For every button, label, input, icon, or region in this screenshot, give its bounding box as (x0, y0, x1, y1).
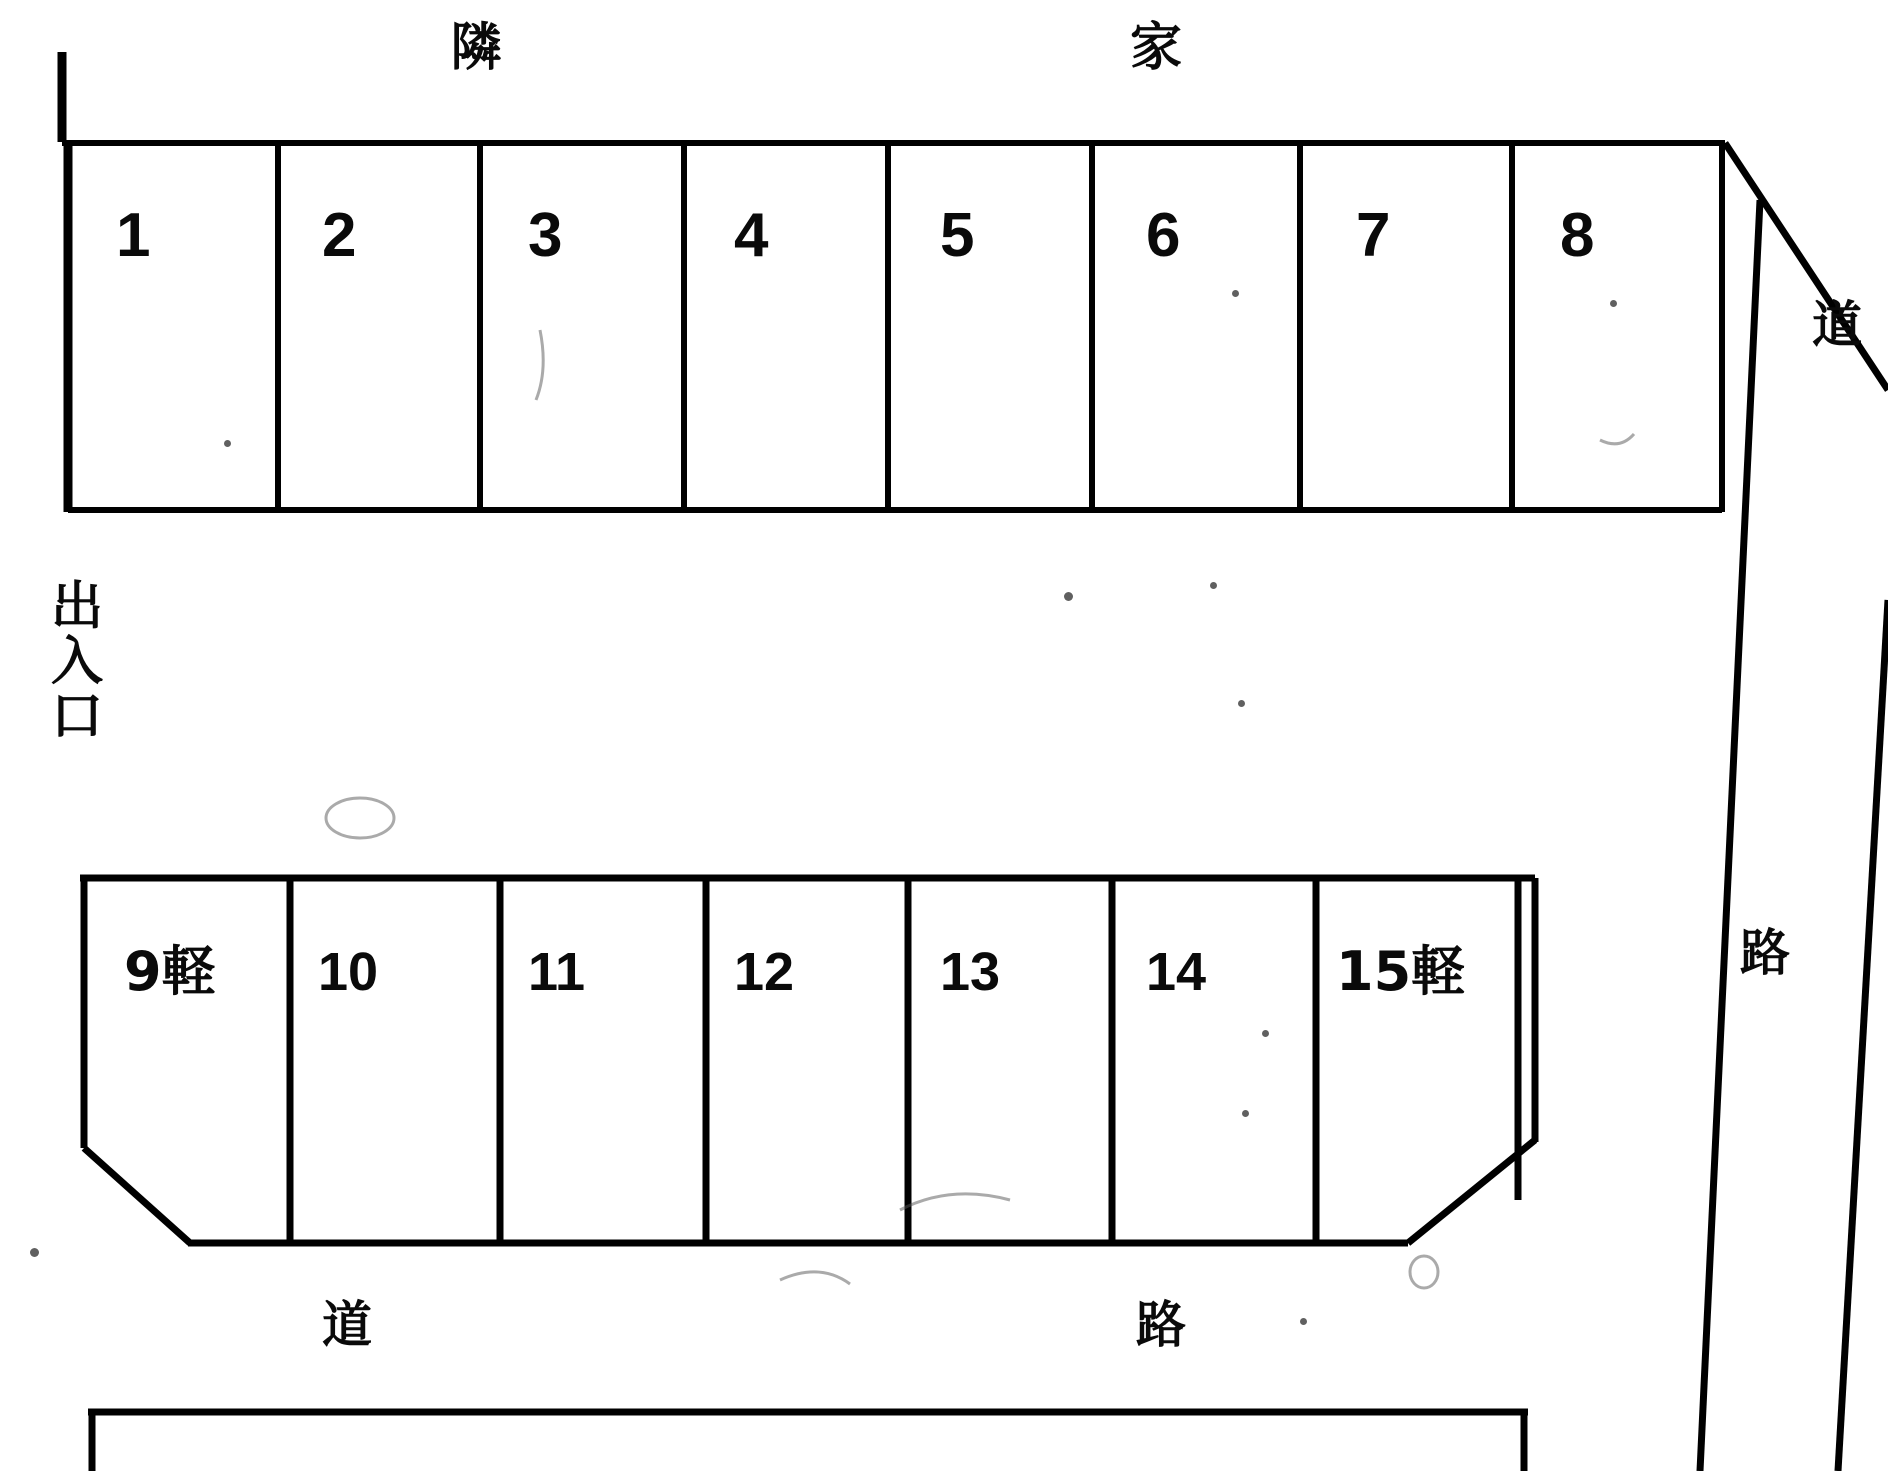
road-right-boundary-line (1838, 600, 1888, 1471)
scan-speck (30, 1248, 39, 1257)
scan-speck (1610, 300, 1617, 307)
label-top-neighbor-right: 家 (1130, 18, 1183, 78)
label-entrance: 出入口 (50, 577, 103, 748)
stall-label-7: 7 (1356, 201, 1391, 270)
stall-label-13: 13 (940, 942, 1001, 1002)
label-road-bottom-right: 路 (1136, 1296, 1186, 1354)
lower-block-left-chamfer (84, 1148, 190, 1243)
stall-label-11: 11 (528, 942, 586, 1002)
label-top-neighbor-left: 隣 (450, 18, 503, 78)
label-road-bottom-left: 道 (322, 1296, 372, 1354)
stall-label-3: 3 (528, 201, 563, 270)
stall-label-9: 9軽 (124, 940, 216, 1003)
stall-label-2: 2 (322, 201, 357, 270)
stall-label-14: 14 (1146, 942, 1207, 1002)
stall-label-1: 1 (116, 201, 151, 270)
upper-block-dividers (278, 143, 1512, 510)
lower-block-dividers (290, 878, 1316, 1243)
scan-speck (1238, 700, 1245, 707)
scan-speck (1064, 592, 1073, 601)
scan-speck (1262, 1030, 1269, 1037)
scan-speck (1300, 1318, 1307, 1325)
scan-artifacts (326, 330, 1634, 1288)
stall-label-8: 8 (1560, 201, 1595, 270)
label-road-right-upper: 道 (1812, 296, 1862, 354)
scan-speck (224, 440, 231, 447)
scan-speck (1232, 290, 1239, 297)
label-road-right-lower: 路 (1740, 924, 1790, 982)
stall-label-4: 4 (734, 201, 769, 270)
stall-label-6: 6 (1146, 201, 1181, 270)
stall-label-10: 10 (318, 942, 379, 1002)
stall-label-15: 15軽 (1336, 940, 1466, 1003)
stall-label-5: 5 (940, 201, 975, 270)
scan-speck (1242, 1110, 1249, 1117)
stall-label-12: 12 (734, 942, 795, 1002)
scan-speck (1210, 582, 1217, 589)
road-left-boundary-line (1700, 200, 1760, 1471)
